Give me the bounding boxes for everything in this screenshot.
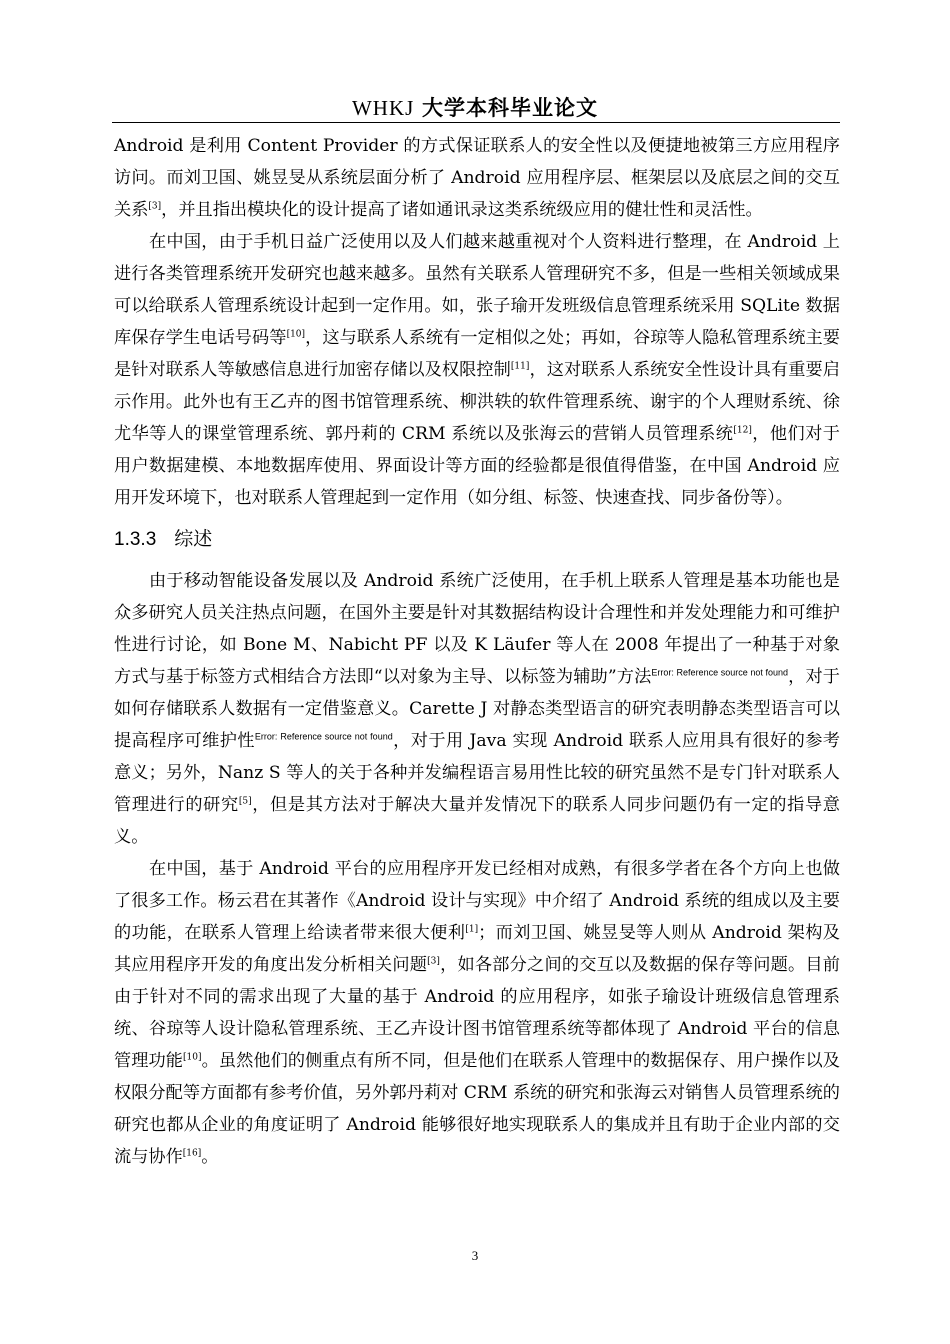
paragraph-text: 。虽然他们的侧重点有所不同，但是他们在联系人管理中的数据保存、用户操作以及权限分配等方面都有参考价值，另外郭丹莉对 CRM 系统的研究和张海云对销售人员管理系统的研究也都从企业的角度证明了 Android 能够很好地实现联系人的集成并且有助于企业内部的交流与协作 [114, 1051, 840, 1167]
section-heading [114, 524, 840, 555]
paragraph-text: ，这对联系人系统安全性设计具有重要启示作用。此外也有王乙卉的图书馆管理系统、柳洪轶的软件管理系统、谢宇的个人理财系统、徐尤华等人的课堂管理系统、郭丹莉的 CRM 系统以及张海云的营销人员管理系统 [114, 360, 840, 444]
citation: [12] [733, 425, 752, 436]
section-title: 综述 [174, 528, 213, 550]
citation: [3] [148, 201, 162, 212]
paragraph-text: ，对于如何存储联系人数据有一定借鉴意义。Carette J 对静态类型语言的研究表明静态类型语言可以提高程序可维护性 [114, 667, 840, 751]
paragraph-text: ，他们对于用户数据建模、本地数据库使用、界面设计等方面的经验都是很值得借鉴，在中国 Android 应用开发环境下，也对联系人管理起到一定作用（如分组、标签、快速查找、同步备份等）。 [114, 424, 840, 508]
section-number: 1.3.3 [114, 529, 157, 550]
citation: [3] [427, 956, 440, 967]
paragraph-text: ；而刘卫国、姚昱旻等人则从 Android 架构及其应用程序开发的角度出发分析相关问题 [114, 923, 840, 975]
page-body [114, 130, 840, 1173]
paragraph-text: 在中国，由于手机日益广泛使用以及人们越来越重视对个人资料进行整理，在 Android 上进行各类管理系统开发研究也越来越多。虽然有关联系人管理研究不多，但是一些相关领域成果可以给联系人管理系统设计起到一定作用。如，张子瑜开发班级信息管理系统采用 SQLite 数据库保存学生电话号码等 [114, 232, 840, 348]
header-rule [112, 122, 840, 123]
paragraph-text: ，对于用 Java 实现 Android 联系人应用具有很好的参考意义；另外，Nanz S 等人的关于各种并发编程语言易用性比较的研究虽然不是专门针对联系人管理进行的研究 [114, 731, 840, 815]
citation: [1] [465, 924, 479, 935]
paragraph-text: 。 [201, 1147, 219, 1167]
paragraph-text: ，如各部分之间的交互以及数据的保存等问题。目前由于针对不同的需求出现了大量的基于 Android 的应用程序，如张子瑜设计班级信息管理系统、谷琼等人设计隐私管理系统、王乙卉设计图书馆管理系统等都体现了 Android 平台的信息管理功能 [114, 955, 840, 1071]
page-header [0, 92, 950, 122]
paragraph-text: 在中国，基于 Android 平台的应用程序开发已经相对成熟，有很多学者在各个方向上也做了很多工作。杨云君在其著作《Android 设计与实现》中介绍了 Android 系统的组成以及主要的功能，在联系人管理上给读者带来很大便利 [114, 859, 840, 943]
paragraph-text: 由于移动智能设备发展以及 Android 系统广泛使用，在手机上联系人管理是基本功能也是众多研究人员关注热点问题，在国外主要是针对其数据结构设计合理性和并发处理能力和可维护性进行讨论，如 Bone M、Nabicht PF 以及 K Läufer 等人在 2008 年提出了一种基于对象方式与基于标签方式相结合方法即“以对象为主导、以标签为辅助”方法 [114, 571, 840, 687]
paragraph-1 [114, 130, 840, 226]
paragraph-2 [114, 226, 840, 514]
paragraph-3 [114, 565, 840, 853]
paragraph-4 [114, 853, 840, 1173]
citation: [10] [183, 1052, 202, 1063]
citation: [10] [286, 329, 306, 340]
citation: [5] [238, 796, 252, 807]
reference-error: Error: Reference source not found [254, 731, 393, 742]
header-brand: WHKJ [351, 96, 415, 120]
citation: [11] [510, 361, 530, 372]
page-number: 3 [471, 1248, 479, 1263]
paragraph-text: ，这与联系人系统有一定相似之处；再如，谷琼等人隐私管理系统主要是针对联系人等敏感信息进行加密存储以及权限控制 [114, 328, 840, 380]
paragraph-text: ，但是其方法对于解决大量并发情况下的联系人同步问题仍有一定的指导意义。 [114, 795, 840, 847]
citation: [16] [182, 1148, 202, 1159]
paragraph-text: ，并且指出模块化的设计提高了诸如通讯录这类系统级应用的健壮性和灵活性。 [161, 200, 763, 220]
header-title: 大学本科毕业论文 [422, 96, 598, 120]
paragraph-text: Android 是利用 Content Provider 的方式保证联系人的安全性以及便捷地被第三方应用程序访问。而刘卫国、姚昱旻从系统层面分析了 Android 应用程序层、框架层以及底层之间的交互关系 [114, 136, 840, 220]
reference-error: Error: Reference source not found [651, 667, 789, 678]
